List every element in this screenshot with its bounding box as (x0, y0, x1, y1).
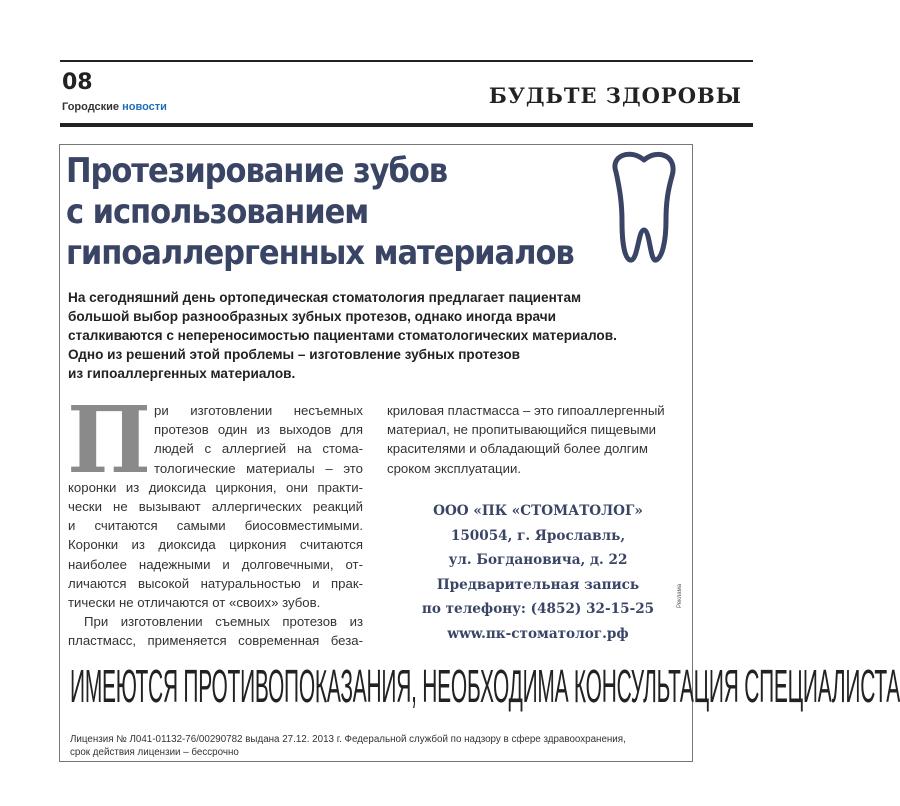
top-rule (60, 60, 753, 62)
body-line: пластмасс, применяется современная беза- (68, 633, 363, 649)
clinic-address-city: 150054, г. Ярославль, (450, 527, 626, 544)
body-line: и считаются самыми биосовместимыми. (68, 518, 363, 534)
lead-line: большой выбор разнообразных зубных протезов, однако иногда врачи (68, 309, 557, 324)
license-line: срок действия лицензии – бессрочно (70, 747, 239, 758)
tooth-icon (606, 150, 682, 270)
body-line: протезов один из выходов для (154, 422, 363, 438)
article-column-2 (387, 401, 687, 478)
body-line: криловая пластмасса – это гипоаллергенный (387, 403, 665, 418)
body-line: личаются высокой натуральностью и прак- (68, 575, 363, 591)
body-line: сроком эксплуатации. (387, 460, 521, 476)
clinic-address-street: ул. Богдановича, д. 22 (448, 552, 628, 568)
body-line: ри изготовлении несъемных (154, 403, 363, 418)
body-line: людей с аллергией на стома- (154, 441, 363, 457)
body-line: Коронки из диоксида циркония считаются (68, 537, 363, 553)
title-line: с использованием (66, 192, 369, 232)
title-line: Протезирование зубов (66, 151, 448, 191)
appointment-label: Предварительная запись (436, 576, 640, 593)
clinic-name: ООО «ПК «СТОМАТОЛОГ» (433, 503, 643, 519)
article-title (66, 151, 574, 274)
title-line: гипоаллергенных материалов (66, 233, 574, 273)
section-title: БУДЬТЕ ЗДОРОВЫ (488, 83, 742, 108)
clinic-website: www.пк-стоматолог.рф (447, 625, 629, 642)
clinic-contacts (388, 499, 688, 646)
advertisement-label: Реклама (677, 583, 683, 608)
paper-name-second: новости (122, 101, 167, 113)
license-line: Лицензия № Л041-01132-76/00290782 выдана 27.12. 2013 г. Федеральной службой по надзору в сфере здравоохранения, (70, 734, 626, 745)
paper-name (62, 101, 167, 113)
body-line: материал, не пропитывающийся пищевыми (387, 422, 657, 438)
lead-line: из гипоаллергенных материалов. (68, 366, 296, 381)
body-line: красителями и обладающий более долгим (387, 441, 648, 457)
body-line: тологические материалы – это (154, 460, 363, 476)
body-line: коронки из диоксида циркония, они практи- (68, 479, 363, 495)
body-line: При изготовлении съемных протезов из (84, 614, 363, 630)
article-lead (68, 288, 688, 383)
lead-line: На сегодняшний день ортопедическая стоматология предлагает пациентам (68, 290, 582, 305)
clinic-phone: по телефону: (4852) 32-15-25 (421, 601, 655, 617)
paper-name-first: Городские (62, 101, 120, 113)
body-line: чески не вызывают аллергических реакций (68, 498, 363, 514)
header-rule (60, 123, 753, 127)
license-text (70, 733, 685, 759)
article-column-1 (68, 401, 363, 650)
body-line: тически не отличаются от «своих» зубов. (68, 594, 321, 610)
lead-line: сталкиваются с непереносимостью пациентами стоматологических материалов. (68, 328, 617, 343)
page-number: 08 (62, 70, 93, 95)
drop-cap-letter: П (67, 386, 151, 494)
contraindications-warning: ИМЕЮТСЯ ПРОТИВОПОКАЗАНИЯ, НЕОБХОДИМА КОНСУЛЬТАЦИЯ СПЕЦИАЛИСТА (70, 660, 900, 712)
lead-line: Одно из решений этой проблемы – изготовление зубных протезов (68, 347, 520, 362)
body-line: наиболее надежными и долговечными, от- (68, 556, 363, 572)
